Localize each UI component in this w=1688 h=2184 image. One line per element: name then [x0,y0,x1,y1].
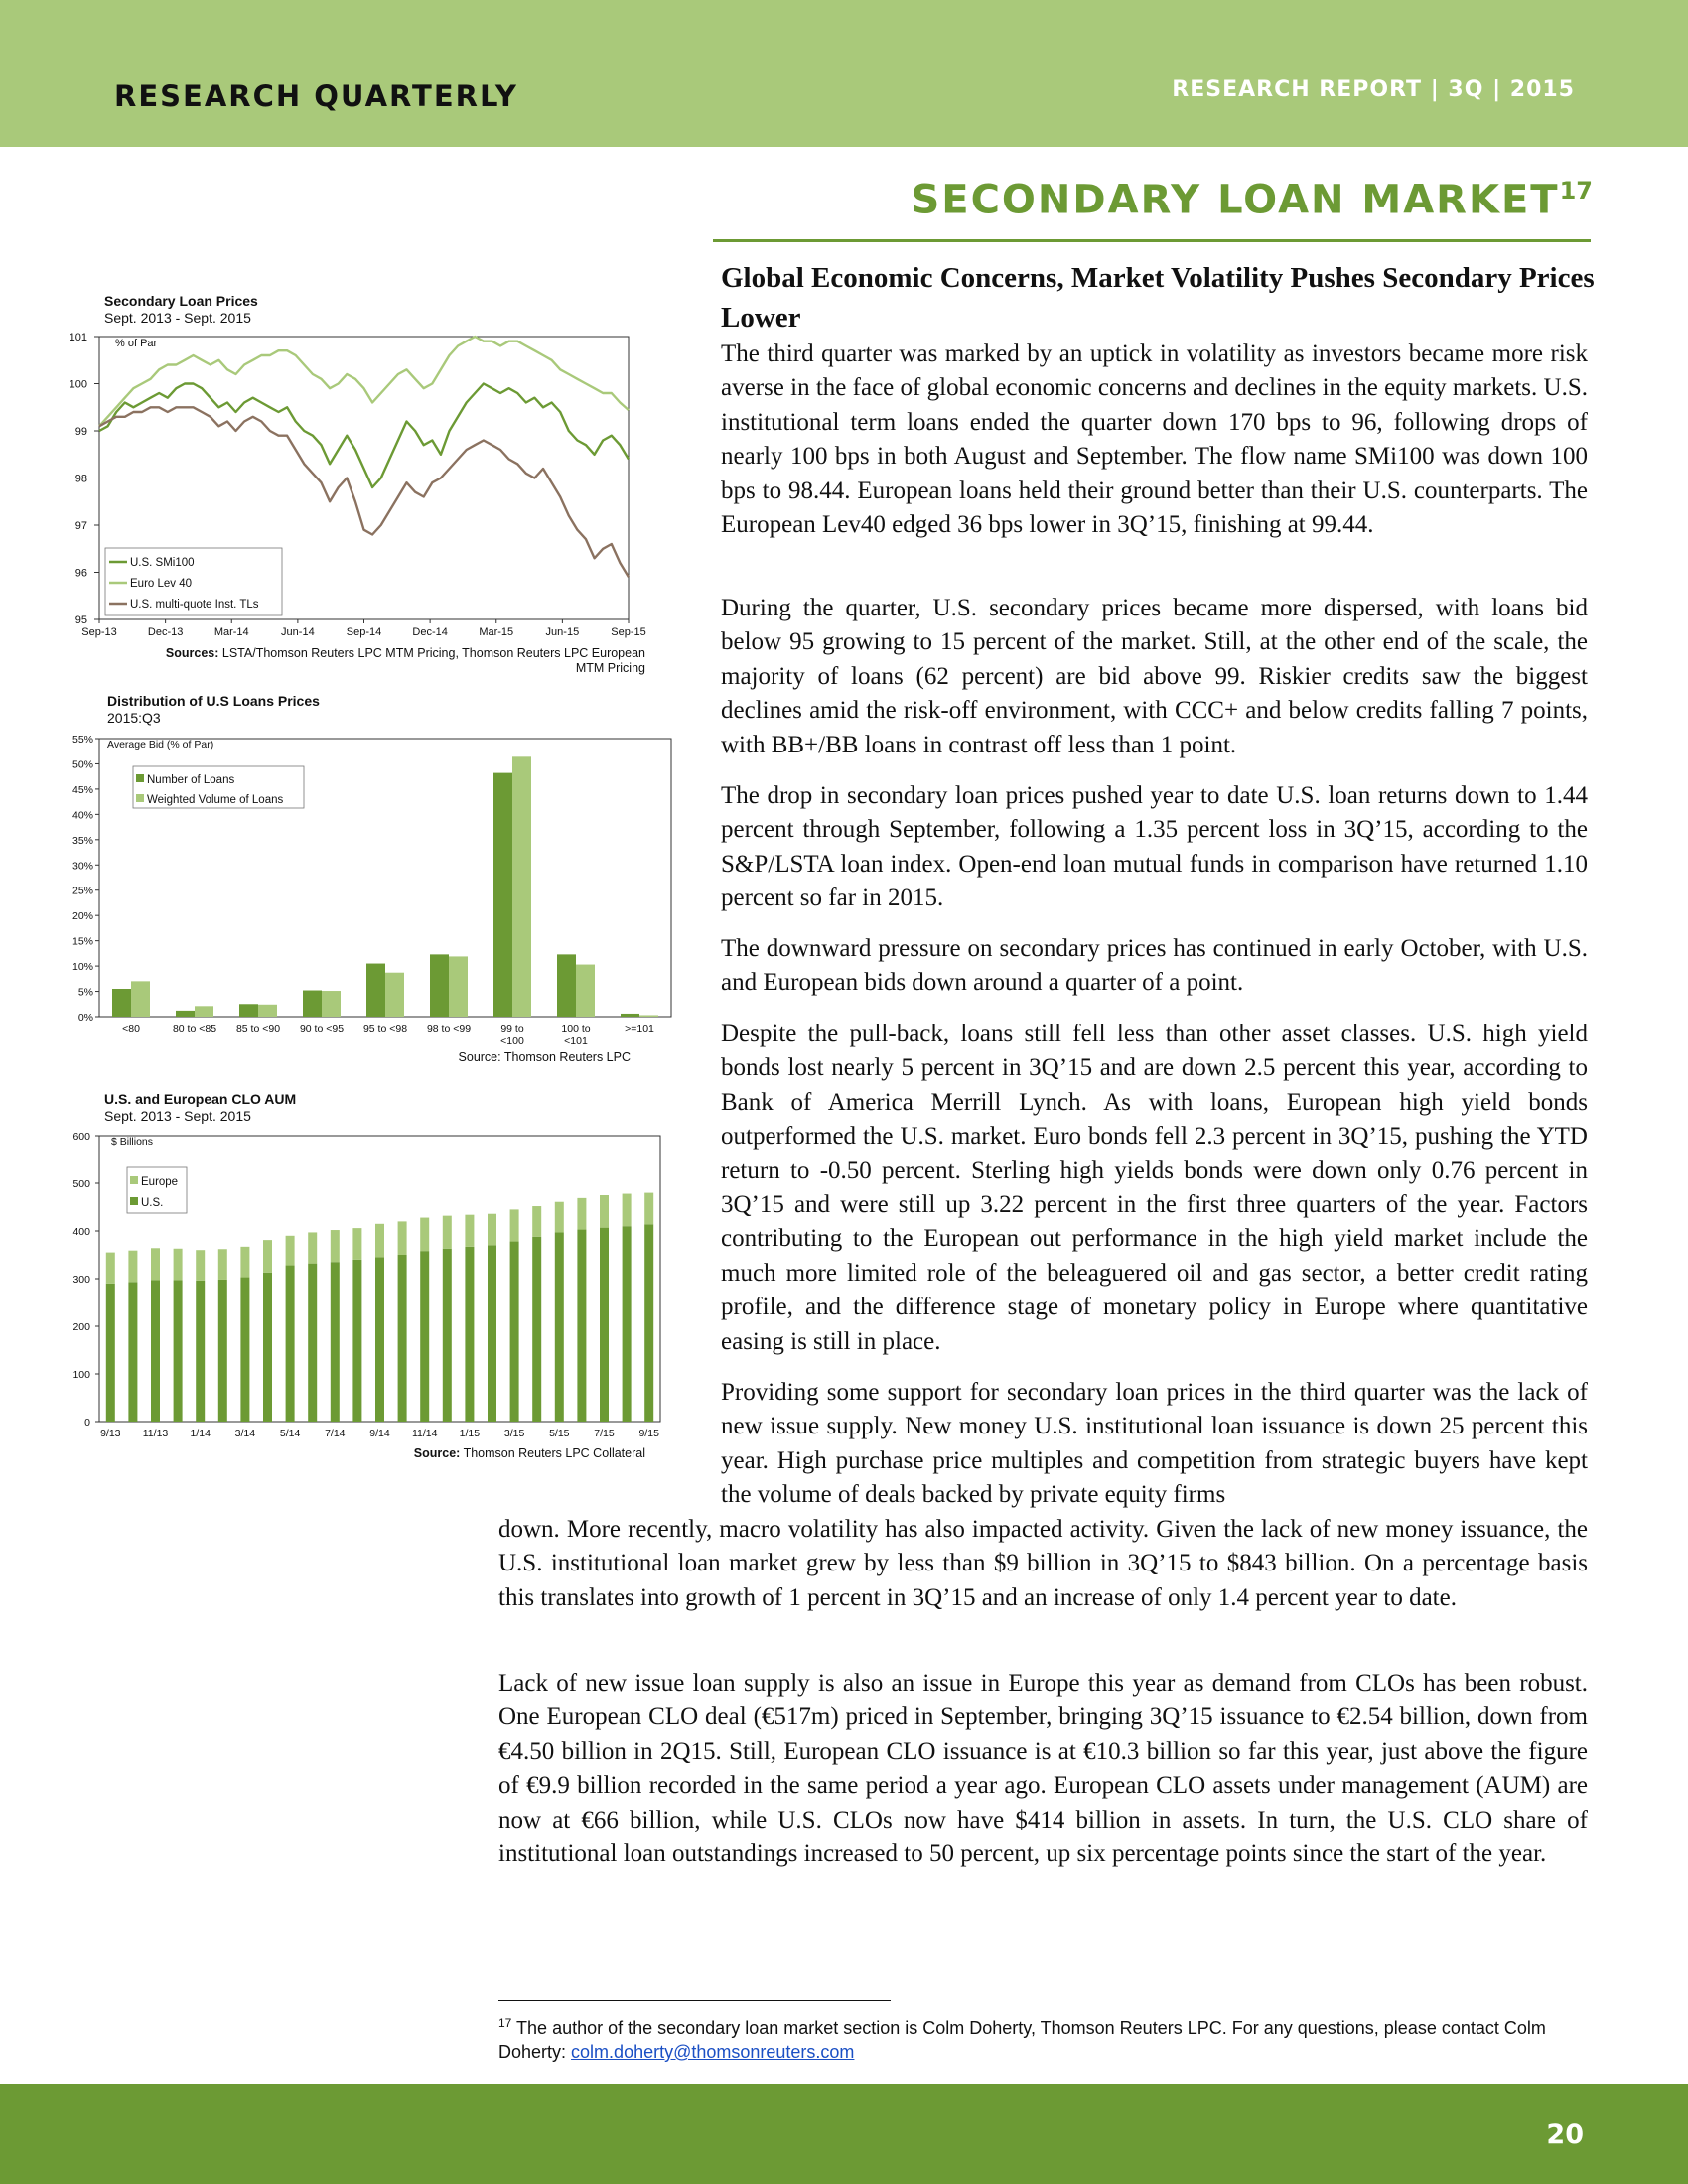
chart3-source-label: Source: [413,1446,461,1460]
chart2-x-tick-line: <101 [564,1035,588,1047]
chart3-bar-segment [174,1249,183,1281]
chart1-legend-label: Euro Lev 40 [130,578,193,590]
paragraph-5: Despite the pull-back, loans still fell less than other asset classes. U.S. high yield bonds lost nearly 5 percent in 3Q’15 and are down 2.5 percent this year, according to Bank of America Merrill Lynch. As with loans, European high yield bonds outperformed the U.S. market. Euro bonds fell 2.3 percent in 3Q’15, pushing the YTD return to -0.50 percent. Sterling high yields bonds were down only 0.76 percent in 3Q’15 and were still up 3.22 percent in the first three quarters of the year. Factors contributing to the European out performance in the high yield market include the much more limited role of the beleaguered oil and gas sector, a better credit rating profile, and the difference stage of monetary policy in Europe where quantitative easing is still in place. [721,1021,1588,1355]
chart2-legend-swatch [136,774,144,782]
chart3-title: U.S. and European CLO AUM [104,1091,297,1107]
chart2-bar [621,1014,639,1017]
chart3-legend-swatch [130,1197,138,1205]
chart2-y-tick-label: 55% [71,734,93,746]
chart2-y-tick-label: 5% [77,986,93,999]
chart3-x-tick-label: 5/14 [279,1428,301,1439]
chart2-bar [449,956,468,1017]
publication-title: RESEARCH QUARTERLY [114,79,518,113]
paragraph-4: The downward pressure on secondary prices has continued in early October, with U.S. and European bids down around a quarter of a point. [721,935,1588,997]
chart3-x-tick-label: 3/15 [503,1428,525,1439]
page-footer [0,2084,1688,2184]
chart3-bar-segment [352,1260,361,1422]
chart3-bar-segment [240,1278,249,1422]
chart2-y-axis-label: Average Bid (% of Par) [107,739,214,751]
chart3-bar-segment [308,1264,317,1422]
paragraph-6: Providing some support for secondary loan prices in the third quarter was the lack of new issue supply. New money U.S. institutional loan issuance is down 25 percent this year. High purchase price multiples and competition from strategic buyers have kept the volume of deals backed by private equity firms [721,1379,1588,1509]
chart1-legend-label: U.S. SMi100 [130,557,195,569]
chart2-source: Source: Thomson Reuters LPC [458,1050,631,1064]
footnote-email-link[interactable]: colm.doherty@thomsonreuters.com [571,2042,855,2062]
chart3-bar-segment [331,1230,340,1262]
footnote-rule [498,2000,891,2001]
chart3-y-tick-label: 500 [72,1178,90,1190]
chart3-bar-segment [174,1280,183,1422]
chart3-bar-segment [375,1257,384,1422]
chart2-y-tick-label: 45% [71,783,93,796]
chart1-x-tick-label: Jun-15 [545,626,580,638]
chart2-x-tick-label: 80 to <85 [172,1024,217,1035]
chart2-bar [576,965,595,1017]
chart1-x-tick-label: Dec-13 [147,626,184,638]
chart3-bar-segment [398,1221,407,1255]
chart3-bar-segment [443,1216,452,1249]
chart3-bar-segment [263,1240,272,1273]
chart2-bar [195,1006,213,1017]
chart1-y-tick-label: 99 [74,426,87,438]
chart2-legend-swatch [136,794,144,802]
chart3-y-tick-label: 200 [72,1321,90,1333]
chart3-bar-segment [263,1273,272,1422]
chart2-bar [639,1015,658,1017]
chart1-x-tick-label: Dec-14 [412,626,448,638]
chart3-bar-segment [488,1214,496,1246]
chart3-bar-segment [510,1242,519,1422]
chart3-bar-segment [218,1280,227,1422]
footnote [498,2011,1591,2064]
chart1-x-tick-label: Sep-14 [346,626,382,638]
chart3-bar-segment [600,1195,609,1228]
chart3-bar-segment [555,1202,564,1233]
chart3-bar-segment [443,1249,452,1422]
paragraph-3: The drop in secondary loan prices pushed year to date U.S. loan returns down to 1.44 percent through September, following a 1.35 percent loss in 3Q’15, according to the S&P/LSTA loan index. Open-end loan mutual funds in comparison have returned 1.10 percent so far in 2015. [721,782,1588,912]
chart2-y-tick-label: 25% [71,885,93,897]
chart1-x-tick-label: Sep-15 [611,626,646,638]
chart2-bar [557,954,576,1017]
chart3-x-tick-label: 1/15 [459,1428,481,1439]
chart3-bar-segment [623,1226,632,1422]
chart2-y-tick-label: 35% [71,834,93,847]
chart2-title: Distribution of U.S Loans Prices [107,693,320,709]
chart3-x-tick-label: 9/14 [369,1428,390,1439]
chart1-y-tick-label: 98 [74,473,87,485]
chart3-bar-segment [600,1228,609,1422]
chart3-bar-segment [128,1251,137,1283]
chart3-bar-segment [555,1232,564,1422]
chart2-bar [303,991,322,1017]
chart3-bar-segment [151,1280,160,1422]
chart3-bar-segment [352,1228,361,1260]
chart1-subtitle: Sept. 2013 - Sept. 2015 [104,310,251,326]
chart3-source [149,1446,645,1461]
chart3-bar-segment [240,1247,249,1278]
loan-price-distribution-chart [50,725,655,1047]
chart1-title-block [104,293,258,327]
chart3-bar-segment [532,1237,541,1422]
chart1-y-tick-label: 96 [74,567,87,580]
section-footnote-ref[interactable]: 17 [1559,177,1593,205]
chart3-y-tick-label: 100 [72,1369,90,1381]
chart3-bar-segment [375,1224,384,1258]
chart1-y-tick-label: 97 [74,520,87,532]
chart3-x-tick-label: 1/14 [190,1428,211,1439]
chart1-x-tick-label: Sep-13 [81,626,117,638]
chart2-x-tick-line: 100 to [561,1024,591,1035]
chart3-x-tick-label: 11/13 [142,1428,169,1439]
chart2-legend-label: Number of Loans [147,774,235,786]
chart3-legend-swatch [130,1176,138,1184]
chart2-bar [258,1005,277,1017]
chart2-y-tick-label: 20% [71,910,93,923]
chart2-title-block [107,693,320,727]
paragraph-1: The third quarter was marked by an uptick in volatility as investors became more risk averse in the face of global economic concerns and declines in the equity markets. U.S. institutional term loans ended the quarter down 170 bps to 96, following drops of nearly 100 bps in both August and September. The flow name SMi100 was down 100 bps to 98.44. European loans held their ground better than their U.S. counterparts. The European Lev40 edged 36 bps lower in 3Q’15, finishing at 99.44. [721,341,1588,539]
chart3-bar-segment [151,1248,160,1280]
chart3-bar-segment [465,1247,474,1422]
chart2-y-tick-label: 40% [71,809,93,822]
chart2-bar [430,954,449,1017]
chart3-y-axis-label: $ Billions [111,1136,154,1148]
chart2-x-tick-label: 85 to <90 [235,1024,281,1035]
clo-aum-chart [50,1122,659,1439]
chart3-bar-segment [577,1230,586,1422]
chart3-x-tick-label: 7/14 [325,1428,346,1439]
chart2-x-tick-label: 95 to <98 [362,1024,408,1035]
chart3-title-block [104,1091,296,1125]
chart1-y-axis-label: % of Par [115,338,158,349]
chart3-bar-segment [623,1194,632,1227]
chart1-title: Secondary Loan Prices [104,293,258,309]
chart3-bar-segment [488,1245,496,1422]
chart3-x-tick-label: 9/15 [638,1428,659,1439]
chart2-x-tick-label [561,1024,590,1047]
chart3-bar-segment [510,1209,519,1241]
chart3-bar-segment [106,1284,115,1422]
chart2-x-tick-label: <80 [122,1024,140,1035]
chart2-bar [239,1004,258,1017]
chart2-bar [112,989,131,1017]
section-title-text: SECONDARY LOAN MARKET [911,177,1560,223]
page-header [0,0,1688,147]
chart2-y-tick-label: 0% [77,1012,93,1024]
chart3-bar-segment [286,1266,295,1422]
chart2-x-tick-label: >=101 [625,1024,654,1035]
chart2-y-tick-label: 15% [71,935,93,948]
secondary-loan-prices-chart [50,323,655,640]
chart3-y-tick-label: 300 [72,1274,90,1286]
chart3-legend-label: U.S. [141,1197,164,1209]
chart1-x-tick-label: Jun-14 [281,626,315,638]
chart3-x-tick-label: 7/15 [594,1428,615,1439]
chart1-source [149,646,645,676]
article-heading: Global Economic Concerns, Market Volatility Pushes Secondary Prices Lower [721,262,1595,334]
chart3-subtitle: Sept. 2013 - Sept. 2015 [104,1108,251,1124]
chart3-y-tick-label: 400 [72,1226,90,1238]
chart3-x-tick-label: 11/14 [411,1428,438,1439]
chart2-bar [385,973,404,1017]
chart1-y-tick-label: 100 [69,378,87,391]
chart3-source-text: Thomson Reuters LPC Collateral [463,1446,645,1460]
chart3-x-tick-label: 3/14 [234,1428,256,1439]
page-number: 20 [1546,2119,1584,2150]
footnote-text: The author of the secondary loan market section is Colm Doherty, Thomson Reuters LPC. For any questions, please contact Colm Doherty: [498,2018,1546,2062]
chart3-bar-segment [420,1218,429,1252]
chart1-source-text: LSTA/Thomson Reuters LPC MTM Pricing, Thomson Reuters LPC European MTM Pricing [221,646,645,675]
chart2-x-tick-line: <100 [500,1035,524,1047]
chart3-bar-segment [420,1251,429,1422]
chart3-bar-segment [398,1255,407,1422]
chart2-x-tick-line: 99 to [500,1024,524,1035]
chart1-legend-label: U.S. multi-quote Inst. TLs [130,599,259,611]
chart2-y-tick-label: 10% [71,961,93,974]
chart2-x-tick-label: 98 to <99 [426,1024,472,1035]
chart3-bar-segment [218,1249,227,1280]
chart3-bar-segment [644,1224,653,1422]
chart1-y-tick-label: 95 [74,614,87,626]
chart3-bar-segment [196,1281,205,1422]
chart1-x-tick-label: Mar-15 [479,626,514,638]
chart3-y-tick-label: 0 [84,1417,90,1429]
chart2-x-tick-label: 90 to <95 [299,1024,345,1035]
paragraph-8: Lack of new issue loan supply is also an issue in Europe this year as demand from CLOs has been robust. One European CLO deal (€517m) priced in September, bringing 3Q’15 issuance to €2.54 billion, down from €4.50 billion in 2Q15. Still, European CLO issuance is at €10.3 billion so far this year, just above the figure of €9.9 billion recorded in the same period a year ago. European CLO assets under management (AUM) are now at €66 billion, while U.S. CLOs now have $414 billion in assets. In turn, the U.S. CLO share of institutional loan outstandings increased to 50 percent, up six percentage points since the start of the year. [498,1670,1588,1868]
chart3-x-tick-label: 5/15 [549,1428,570,1439]
section-title-rule [713,239,1591,242]
chart3-x-tick-label: 9/13 [100,1428,121,1439]
paragraph-2: During the quarter, U.S. secondary prices became more dispersed, with loans bid below 95 growing to 15 percent of the market. Still, at the other end of the scale, the majority of loans (62 percent) are bid above 99. Riskier credits saw the biggest declines amid the risk-off environment, with CCC+ and below credits falling 7 points, with BB+/BB loans in contrast off less than 1 point. [721,595,1588,758]
chart3-legend-label: Europe [141,1176,179,1188]
chart2-y-tick-label: 50% [71,758,93,771]
chart2-bar [176,1011,195,1017]
footnote-number: 17 [498,2016,512,2030]
chart3-bar-segment [532,1206,541,1237]
chart3-bar-segment [196,1250,205,1281]
chart3-bar-segment [644,1193,653,1225]
chart1-x-tick-label: Mar-14 [213,626,249,638]
chart3-bar-segment [308,1232,317,1263]
chart3-bar-segment [286,1236,295,1266]
chart2-x-tick-label [500,1024,524,1047]
chart2-bar [512,756,531,1017]
report-label: RESEARCH REPORT | 3Q | 2015 [1172,77,1575,102]
chart3-bar-segment [577,1198,586,1230]
chart2-bar [131,981,150,1017]
chart3-bar-segment [106,1253,115,1284]
section-title [911,177,1593,222]
chart1-y-tick-label: 101 [69,332,87,343]
chart1-source-label: Sources: [165,646,219,660]
chart2-bar [493,773,512,1017]
chart2-bar [366,964,385,1017]
chart2-y-tick-label: 30% [71,860,93,873]
chart3-bar-segment [465,1215,474,1247]
paragraph-7: down. More recently, macro volatility has also impacted activity. Given the lack of new money issuance, the U.S. institutional loan market grew by less than $9 billion in 3Q’15 to $843 billion. On a percentage basis this translates into growth of 1 percent in 3Q’15 and an increase of only 1.4 percent year to date. [498,1516,1588,1611]
chart3-bar-segment [128,1282,137,1422]
chart3-y-tick-label: 600 [72,1131,90,1143]
chart2-bar [322,991,341,1017]
chart2-legend-label: Weighted Volume of Loans [147,794,284,806]
chart3-bar-segment [331,1262,340,1422]
chart2-subtitle: 2015:Q3 [107,710,161,726]
